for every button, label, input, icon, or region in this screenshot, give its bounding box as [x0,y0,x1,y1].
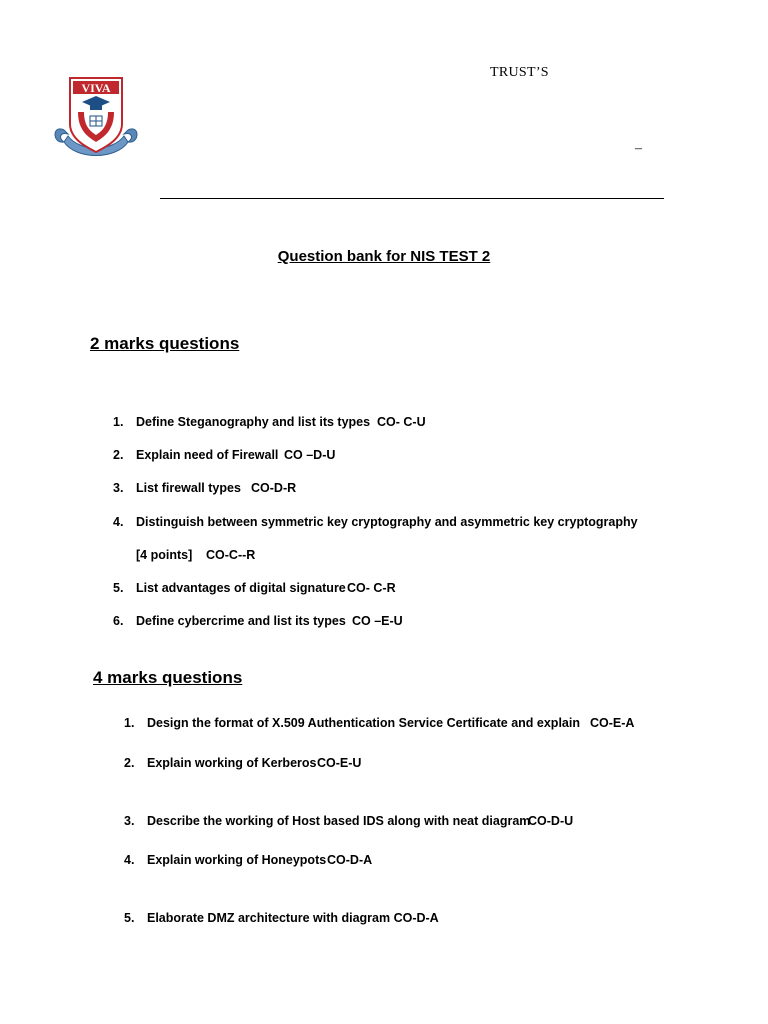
section-heading-2-marks: 2 marks questions [90,334,240,353]
college-logo [50,72,142,167]
logo-text: VIVA [81,81,111,95]
header-dash: – [635,141,642,156]
header-rule [160,198,664,199]
trust-label: TRUST’S [490,65,549,80]
section-heading-4-marks: 4 marks questions [93,668,243,687]
page-title: Question bank for NIS TEST 2 [277,248,491,265]
